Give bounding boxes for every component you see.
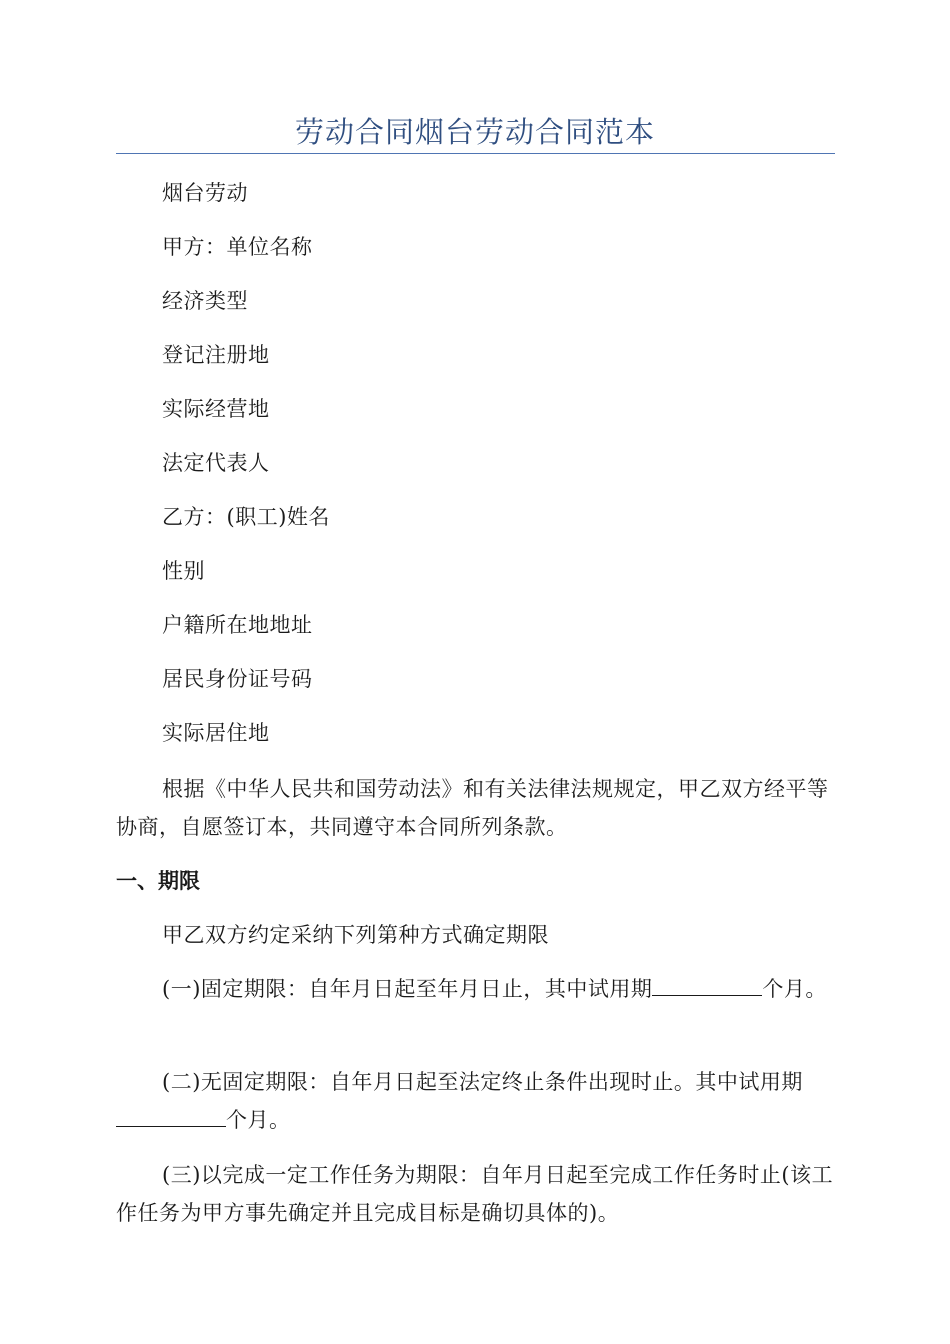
open-term-text: (二)无固定期限：自年月日起至法定终止条件出现时止。其中试用期 [162, 1070, 803, 1094]
task-term-paragraph: (三)以完成一定工作任务为期限：自年月日起至完成工作任务时止(该工作任务为甲方事先确定并且完成目标是确切具体的)。 [116, 1163, 834, 1225]
legal-representative-line: 法定代表人 [162, 451, 270, 475]
open-term-suffix: 个月。 [226, 1108, 291, 1132]
party-a-name-line: 甲方：单位名称 [162, 235, 313, 259]
probation-months-blank [652, 977, 762, 996]
fixed-term-paragraph [116, 970, 838, 1008]
preamble-paragraph: 根据《中华人民共和国劳动法》和有关法律法规规定，甲乙双方经平等协商，自愿签订本，共同遵守本合同所列条款。 [116, 777, 829, 839]
id-number-line: 居民身份证号码 [162, 667, 313, 691]
household-address-line: 户籍所在地地址 [162, 613, 313, 637]
business-address-line: 实际经营地 [162, 397, 270, 421]
document-title: 劳动合同烟台劳动合同范本 [294, 115, 655, 149]
residence-line: 实际居住地 [162, 721, 270, 745]
open-term-paragraph [116, 1063, 838, 1139]
party-b-name-line: 乙方：(职工)姓名 [162, 505, 330, 529]
fixed-term-text: (一)固定期限：自年月日起至年月日止，其中试用期 [162, 977, 653, 1001]
economic-type-line: 经济类型 [162, 289, 248, 313]
probation-months-blank-2 [116, 1108, 226, 1127]
contract-heading-line: 烟台劳动 [162, 181, 248, 205]
section-heading-term: 一、期限 [116, 869, 200, 893]
gender-line: 性别 [162, 559, 205, 583]
section-intro-line: 甲乙双方约定采纳下列第种方式确定期限 [162, 923, 549, 947]
registered-address-line: 登记注册地 [162, 343, 270, 367]
fixed-term-suffix: 个月。 [762, 977, 827, 1001]
title-underline [116, 153, 835, 154]
